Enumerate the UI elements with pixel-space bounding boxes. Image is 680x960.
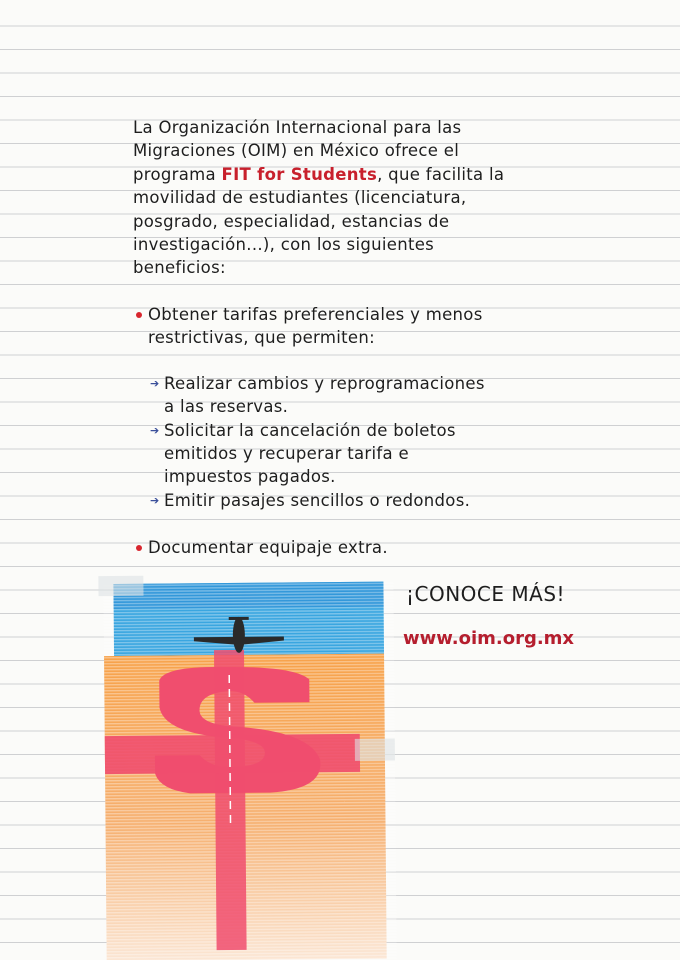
benefit-line: Documentar equipaje extra. xyxy=(148,538,388,557)
program-name: FIT for Students xyxy=(221,165,378,184)
tape xyxy=(98,576,143,596)
bullet-icon xyxy=(136,312,142,318)
intro-line-part: , que facilita la xyxy=(377,165,505,184)
sub-benefit-line: impuestos pagados. xyxy=(164,467,336,486)
arrow-icon: ➔ xyxy=(150,424,160,437)
sub-benefit-line: a las reservas. xyxy=(164,397,289,416)
intro-line: posgrado, especialidad, estancias de xyxy=(133,212,450,231)
benefit-line: restrictivas, que permiten: xyxy=(148,328,375,347)
bullet-icon xyxy=(136,545,142,551)
intro-line: La Organización Internacional para las xyxy=(133,118,462,137)
sub-benefit-line: emitidos y recuperar tarifa e xyxy=(164,444,409,463)
tape xyxy=(355,739,395,761)
intro-line: beneficios: xyxy=(133,258,226,277)
sub-benefit-line: Solicitar la cancelación de boletos xyxy=(164,421,456,440)
intro-line: Migraciones (OIM) en México ofrece el xyxy=(133,141,460,160)
intro-line: movilidad de estudiantes (licenciatura, xyxy=(133,188,467,207)
arrow-icon: ➔ xyxy=(150,494,160,507)
airplane-dollar-illustration xyxy=(70,575,400,960)
call-to-action: ¡CONOCE MÁS! xyxy=(406,582,566,606)
website-link[interactable]: www.oim.org.mx xyxy=(403,628,575,649)
sub-benefit-line: Realizar cambios y reprogramaciones xyxy=(164,374,485,393)
intro-line-part: programa xyxy=(133,165,222,184)
intro-line xyxy=(133,165,504,185)
intro-line: investigación...), con los siguientes xyxy=(133,235,435,254)
arrow-icon: ➔ xyxy=(150,377,160,390)
benefit-line: Obtener tarifas preferenciales y menos xyxy=(148,305,483,324)
sub-benefit-line: Emitir pasajes sencillos o redondos. xyxy=(164,491,471,510)
